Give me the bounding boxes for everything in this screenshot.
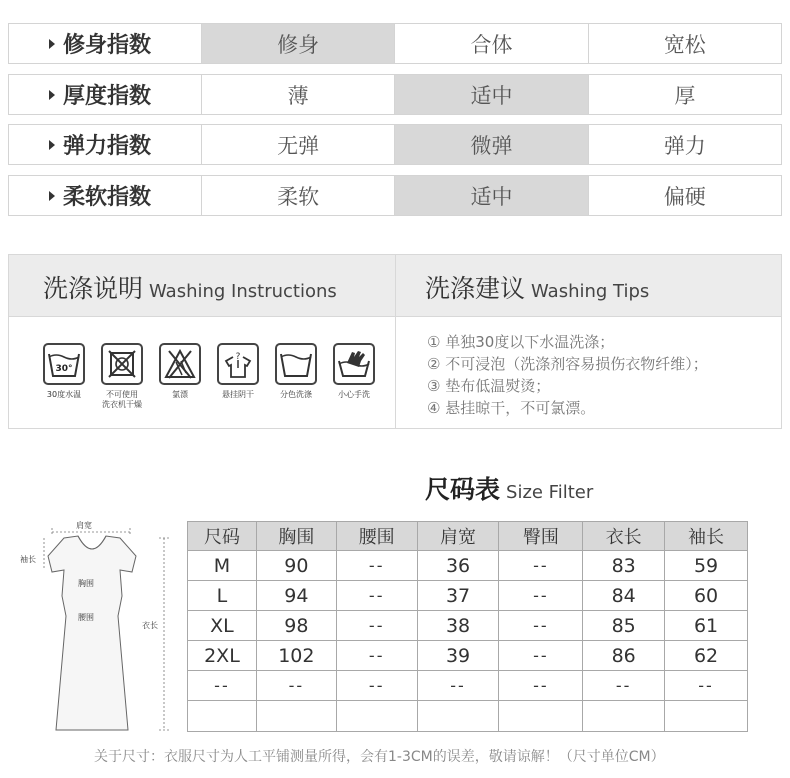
softness-index-row [8, 175, 782, 216]
length-label: 衣长 [142, 621, 158, 630]
index-option: 合体 [395, 24, 588, 63]
tip-item: ③ 垫布低温熨烫； [427, 377, 551, 395]
table-cell [336, 701, 417, 732]
table-row [188, 671, 748, 701]
table-cell [583, 701, 665, 732]
table-row [188, 551, 748, 581]
care-caption: 悬挂阴干 [222, 390, 254, 399]
care-caption: 不可使用 洗衣机干燥 [102, 390, 142, 409]
table-cell: -- [499, 611, 583, 641]
care-caption: 氯漂 [172, 390, 188, 399]
care-item [93, 343, 151, 410]
size-chart-title: 尺码表 Size Filter [425, 475, 594, 504]
hang-dry-icon [217, 343, 259, 385]
care-item [325, 343, 383, 400]
tip-item: ② 不可浸泡（洗涤剂容易损伤衣物纤维）； [427, 355, 708, 373]
table-cell: -- [336, 581, 417, 611]
table-cell: 38 [417, 611, 499, 641]
table-cell: M [188, 551, 257, 581]
table-cell: 36 [417, 551, 499, 581]
care-icons [35, 343, 385, 413]
table-cell [256, 701, 336, 732]
size-note: 关于尺寸：衣服尺寸为人工平铺测量所得，会有1-3CM的误差，敬请谅解！（尺寸单位CM） [94, 749, 665, 765]
table-cell: -- [336, 611, 417, 641]
waist-label: 腰围 [78, 613, 94, 622]
table-cell: -- [499, 581, 583, 611]
table-cell: 85 [583, 611, 665, 641]
table-cell: -- [499, 641, 583, 671]
table-cell: -- [336, 671, 417, 701]
svg-text:?: ? [235, 352, 241, 362]
bleach-icon [159, 343, 201, 385]
tip-item: ④ 悬挂晾干，不可氯漂。 [427, 399, 596, 417]
sleeve-label: 袖长 [20, 555, 36, 564]
table-row [188, 581, 748, 611]
index-option: 无弹 [202, 125, 395, 164]
table-cell: XL [188, 611, 257, 641]
table-cell: 84 [583, 581, 665, 611]
column-header: 腰围 [336, 522, 417, 551]
index-label: 弹力指数 [9, 125, 202, 164]
caret-right-icon [49, 191, 55, 201]
dress-diagram [14, 516, 174, 742]
wash-30-icon [43, 343, 85, 385]
table-cell [499, 701, 583, 732]
care-item [35, 343, 93, 400]
index-option: 微弹 [395, 125, 588, 164]
table-cell: L [188, 581, 257, 611]
caret-right-icon [49, 140, 55, 150]
care-item [209, 343, 267, 400]
divider [395, 255, 396, 428]
washing-tips-list [427, 331, 708, 419]
column-header: 肩宽 [417, 522, 499, 551]
table-cell: 83 [583, 551, 665, 581]
table-cell: 102 [256, 641, 336, 671]
no-machine-wash-icon [101, 343, 143, 385]
index-label: 柔软指数 [9, 176, 202, 215]
table-cell: 86 [583, 641, 665, 671]
care-caption: 分色洗涤 [280, 390, 312, 399]
index-label: 修身指数 [9, 24, 202, 63]
caret-right-icon [49, 90, 55, 100]
table-cell: 37 [417, 581, 499, 611]
index-option: 适中 [395, 176, 588, 215]
table-cell: -- [336, 641, 417, 671]
index-option: 宽松 [663, 32, 706, 57]
column-header: 胸围 [256, 522, 336, 551]
size-table [187, 521, 748, 732]
table-cell: -- [336, 551, 417, 581]
table-cell: -- [665, 671, 748, 701]
table-cell [417, 701, 499, 732]
table-row [188, 701, 748, 732]
washing-instructions-title: 洗涤说明 Washing Instructions [43, 274, 337, 303]
hand-wash-icon [333, 343, 375, 385]
table-cell: 2XL [188, 641, 257, 671]
separate-wash-icon [275, 343, 317, 385]
table-header-row [188, 522, 748, 551]
index-label: 厚度指数 [9, 75, 202, 114]
table-cell [188, 701, 257, 732]
index-option: 柔软 [202, 176, 395, 215]
table-cell: 61 [665, 611, 748, 641]
tip-item: ① 单独30度以下水温洗涤； [427, 333, 615, 351]
column-header: 臀围 [499, 522, 583, 551]
column-header: 衣长 [583, 522, 665, 551]
table-cell: -- [417, 671, 499, 701]
table-cell: 90 [256, 551, 336, 581]
index-option: 薄 [202, 75, 395, 114]
index-option: 弹力 [663, 133, 706, 158]
table-cell: 62 [665, 641, 748, 671]
table-cell: -- [499, 551, 583, 581]
index-option: 适中 [395, 75, 588, 114]
care-item [151, 343, 209, 400]
table-cell: 98 [256, 611, 336, 641]
care-caption: 30度水温 [46, 390, 82, 399]
table-cell: 60 [665, 581, 748, 611]
table-cell: 59 [665, 551, 748, 581]
caret-right-icon [49, 39, 55, 49]
column-header: 尺码 [188, 522, 257, 551]
thickness-index-row [8, 74, 782, 115]
table-cell: 94 [256, 581, 336, 611]
table-cell: -- [256, 671, 336, 701]
column-header: 袖长 [665, 522, 748, 551]
washing-tips-title: 洗涤建议 Washing Tips [425, 274, 650, 303]
table-cell: -- [188, 671, 257, 701]
table-cell: -- [499, 671, 583, 701]
care-item [267, 343, 325, 400]
elasticity-index-row [8, 124, 782, 165]
fit-index-row [8, 23, 782, 64]
chest-label: 胸围 [78, 579, 94, 588]
shoulder-label: 肩宽 [76, 521, 92, 530]
table-cell [665, 701, 748, 732]
table-cell: 39 [417, 641, 499, 671]
table-row [188, 611, 748, 641]
index-option: 偏硬 [663, 184, 706, 209]
table-cell: -- [583, 671, 665, 701]
index-option: 修身 [202, 24, 395, 63]
washing-panel [8, 254, 782, 429]
table-row [188, 641, 748, 671]
care-caption: 小心手洗 [338, 390, 370, 399]
svg-text:30°: 30° [55, 364, 73, 374]
index-option: 厚 [674, 83, 696, 108]
